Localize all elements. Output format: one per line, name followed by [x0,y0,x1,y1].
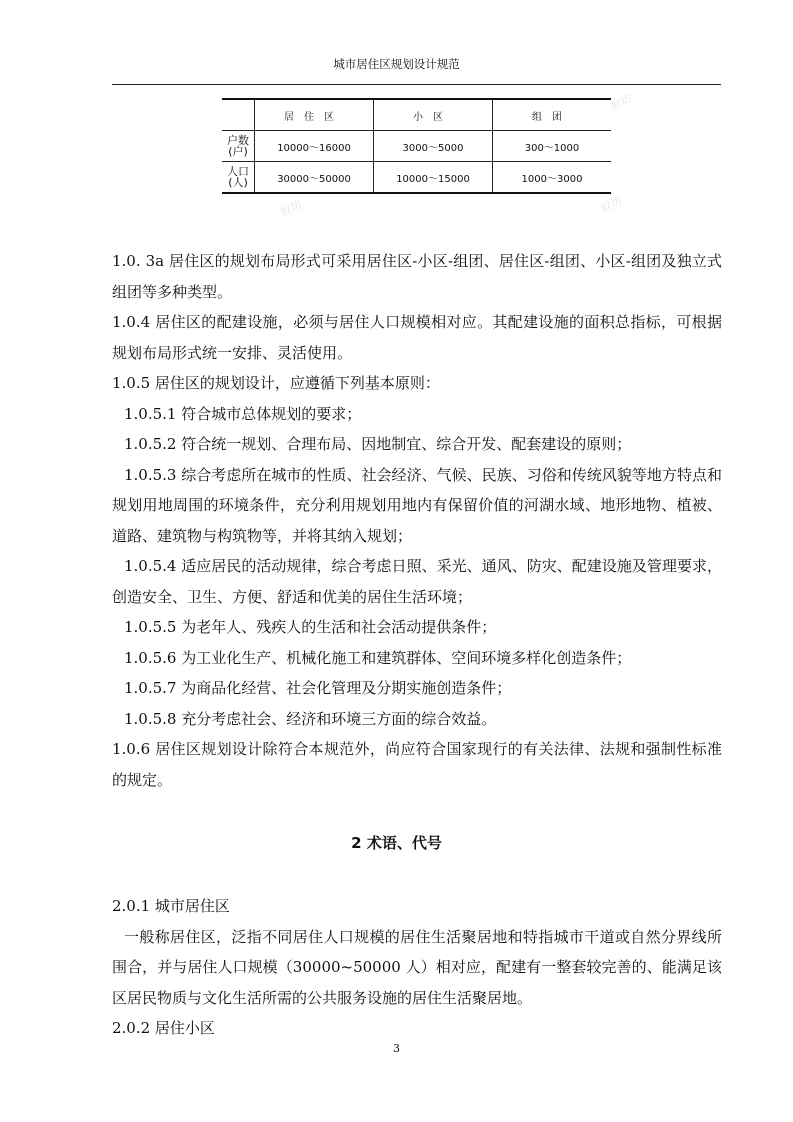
paragraph: 1.0.5.6 为工业化生产、机械化施工和建筑群体、空间环境多样化创造条件； [124,648,632,667]
table-cell: 10000～16000 [255,131,374,162]
paragraph: 1.0.5.7 为商品化经营、社会化管理及分期实施创造条件； [124,679,512,697]
table-row [222,131,611,162]
table-corner-cell [222,99,255,131]
table-row-label: 人口(人) [222,162,255,194]
paragraph: 2.0.1 城市居住区 [112,897,230,915]
paragraph: 1.0.5.5 为老年人、残疾人的生活和社会活动提供条件； [124,618,497,636]
paragraph: 1.0.5.3 综合考虑所在城市的性质、社会经济、气候、民族、习俗和传统风貌等地方特点和规划用地周围的环境条件，充分利用规划用地内有保留价值的河湖水域、地形地物、植被、道路、建筑物与构筑物等，并将其纳入规划； [112,465,722,545]
paragraph: 1.0.5.4 适应居民的活动规律，综合考虑日照、采光、通风、防灾、配建设施及管理要求，创造安全、卫生、方便、舒适和优美的居住生活环境； [112,557,722,606]
table-col-header: 组团 [493,99,612,131]
table-cell: 300～1000 [493,131,612,162]
watermark: 蚁坊 [598,193,624,215]
paragraph: 1.0.6 居住区规划设计除符合本规范外，尚应符合国家现行的有关法律、法规和强制性标准的规定。 [112,740,722,789]
scale-table [222,98,611,194]
section-title: 2 术语、代号 [351,834,442,852]
watermark: 蚁坊 [278,197,304,219]
table-col-header: 小区 [374,99,493,131]
table-cell: 3000～5000 [374,131,493,162]
header-rule [112,84,721,85]
table-row-label: 户数(户) [222,131,255,162]
paragraph: 1.0.5.1 符合城市总体规划的要求； [124,404,362,423]
page-header: 城市居住区规划设计规范 [333,57,460,71]
page-number: 3 [393,1042,400,1055]
body-text [112,246,722,795]
paragraph: 1.0.5.2 符合统一规划、合理布局、因地制宜、综合开发、配套建设的原则； [124,435,632,453]
table-cell: 1000～3000 [493,162,612,194]
paragraph: 1.0.4 居住区的配建设施，必须与居住人口规模相对应。其配建设施的面积总指标，可根据规划布局形式统一安排、灵活使用。 [112,313,722,362]
paragraph: 1.0.5.8 充分考虑社会、经济和环境三方面的综合效益。 [124,709,497,728]
paragraph: 2.0.2 居住小区 [112,1019,215,1037]
paragraph: 1.0. 3a 居住区的规划布局形式可采用居住区-小区-组团、居住区-组团、小区-组团及独立式组团等多种类型。 [112,252,722,301]
table-cell: 10000～15000 [374,162,493,194]
table-col-header: 居住区 [255,99,374,131]
paragraph: 1.0.5 居住区的规划设计，应遵循下列基本原则： [112,374,440,392]
body-text-section-2 [112,891,722,1044]
paragraph: 一般称居住区，泛指不同居住人口规模的居住生活聚居地和特指城市干道或自然分界线所围合，并与居住人口规模（30000~50000 人）相对应，配建有一整套较完善的、能满足该区居民物质与文化生活所需的公共服务设施的居住生活聚居地。 [112,927,722,1007]
table-row [222,162,611,194]
table-cell: 30000～50000 [255,162,374,194]
watermark: 蚁坊 [608,91,634,113]
table-header-row [222,99,611,131]
